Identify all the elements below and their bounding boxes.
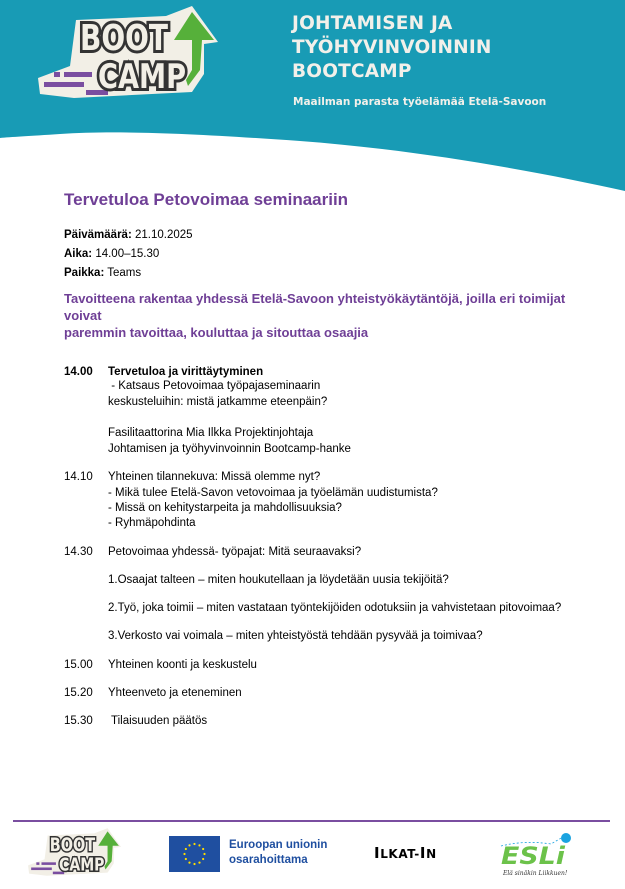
meta-label: Paikka: (64, 267, 105, 279)
meta-label: Aika: (64, 248, 93, 260)
agenda-line: - Katsaus Petovoimaa työpajaseminaarin (108, 380, 321, 392)
speed-line (54, 72, 60, 77)
agenda-title: Yhteinen koonti ja keskustelu (108, 659, 257, 671)
meta-time (64, 248, 159, 260)
eu-text-line: osarahoittama (229, 854, 308, 866)
ilkat-letters: N (426, 847, 437, 861)
agenda-workshop: 2.Työ, joka toimii – miten vastataan työntekijöiden odotuksiin ja vahvistetaan pitovoimaa? (108, 602, 562, 614)
agenda-title: Tilaisuuden päätös (108, 715, 208, 727)
agenda-time: 15.20 (64, 687, 93, 699)
agenda-line: Johtamisen ja työhyvinvoinnin Bootcamp-hanke (108, 443, 351, 455)
eu-star-icon (185, 848, 187, 850)
eu-star-icon (188, 862, 190, 864)
header-title-line: BOOTCAMP (292, 61, 412, 82)
esli-tagline: Elä sinäkin Liikkuen! (503, 870, 568, 877)
header-subtitle: Maailman parasta työelämää Etelä-Savoon (293, 96, 547, 108)
agenda-title: Yhteenveto ja eteneminen (108, 687, 242, 699)
ilkat-in-logo (374, 844, 437, 862)
speed-line (41, 862, 55, 865)
eu-star-icon (202, 848, 204, 850)
agenda-time: 14.00 (64, 366, 93, 378)
agenda-title: Tervetuloa ja virittäytyminen (108, 366, 264, 378)
eu-star-icon (202, 858, 204, 860)
agenda-time: 15.30 (64, 715, 93, 727)
agenda-workshop: 3.Verkosto vai voimala – miten yhteistyöstä tehdään pysyvää ja toimivaa? (108, 630, 483, 642)
eu-cofunded-text (229, 838, 327, 868)
eu-star-icon (193, 843, 195, 845)
goal-statement (64, 290, 604, 341)
ilkat-letters: LKAT- (380, 847, 420, 861)
agenda-line: - Missä on kehitystarpeita ja mahdollisuuksia? (108, 502, 342, 514)
agenda-workshop: 1.Osaajat talteen – miten houkutellaan ja löydetään uusia tekijöitä? (108, 574, 449, 586)
header-title (292, 12, 492, 84)
eu-star-icon (198, 862, 200, 864)
eu-star-icon (185, 858, 187, 860)
agenda-title: Petovoimaa yhdessä- työpajat: Mitä seuraavaksi? (108, 546, 362, 558)
agenda-line: - Mikä tulee Etelä-Savon vetovoimaa ja työelämän uudistumista? (108, 487, 438, 499)
agenda-time: 15.00 (64, 659, 93, 671)
agenda-line: keskusteluihin: mistä jatkamme eteenpäin? (108, 396, 328, 408)
eu-stars (169, 836, 220, 872)
goal-line: Tavoitteena rakentaa yhdessä Etelä-Savoon yhteistyökäytäntöjä, joilla eri toimijat voivat (64, 291, 566, 323)
speed-line (64, 72, 92, 77)
meta-value: 21.10.2025 (131, 229, 193, 241)
agenda-title: Yhteinen tilannekuva: Missä olemme nyt? (108, 471, 321, 483)
agenda-line: Fasilitaattorina Mia Ilkka Projektinjohtaja (108, 427, 314, 439)
meta-value: Teams (104, 267, 142, 279)
eu-flag-icon (169, 836, 220, 872)
agenda-time: 14.30 (64, 546, 93, 558)
logo-camp-text: CAMP (59, 855, 105, 876)
ilkat-letter: I (419, 844, 427, 862)
header-title-line: TYÖHYVINVOINNIN (292, 37, 492, 58)
meta-place (64, 267, 141, 279)
logo-boot-text: BOOT (80, 18, 168, 59)
eu-text-line: Euroopan unionin (229, 839, 328, 851)
eu-star-icon (193, 863, 195, 865)
esli-logo (495, 832, 575, 878)
ilkat-letter: I (374, 844, 381, 862)
esli-wordmark: ESLi (501, 842, 566, 870)
bootcamp-logo (34, 4, 220, 100)
footer-bootcamp-logo (26, 827, 122, 877)
speed-line (44, 82, 84, 87)
header-title-line: JOHTAMISEN JA (292, 13, 453, 34)
meta-value: 14.00–15.30 (92, 248, 160, 260)
eu-star-icon (183, 853, 185, 855)
logo-camp-text: CAMP (98, 57, 186, 97)
logo-boot-text: BOOT (49, 834, 96, 856)
eu-star-icon (188, 844, 190, 846)
footer-divider (13, 820, 610, 822)
agenda-time: 14.10 (64, 471, 93, 483)
speed-line (31, 867, 52, 870)
meta-label: Päivämäärä: (64, 229, 132, 241)
eu-star-icon (203, 853, 205, 855)
eu-star-icon (198, 844, 200, 846)
meta-date (64, 229, 193, 241)
agenda-line: - Ryhmäpohdinta (108, 517, 196, 529)
speed-line (36, 862, 39, 865)
document-title: Tervetuloa Petovoimaa seminaariin (64, 190, 349, 209)
goal-line: paremmin tavoittaa, kouluttaa ja sitouttaa osaajia (64, 325, 369, 340)
